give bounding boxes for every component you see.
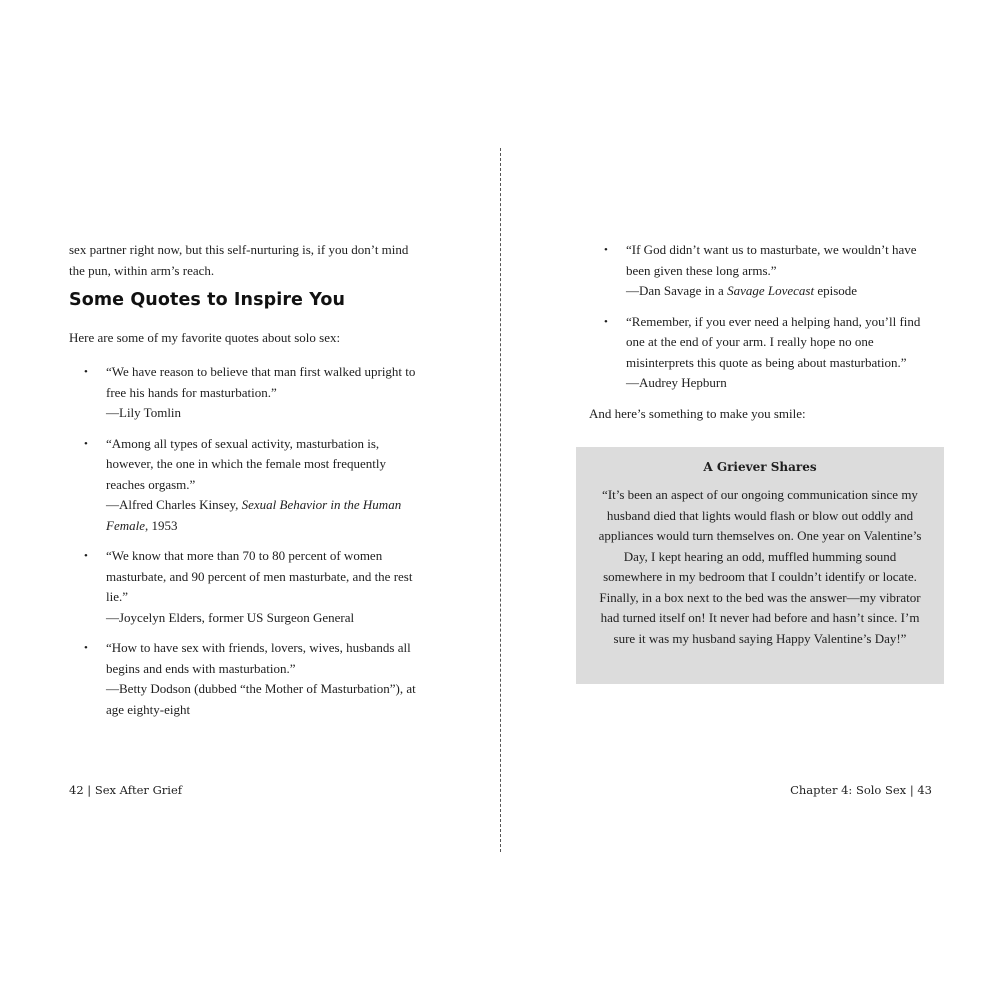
quote-attribution: —Audrey Hepburn — [626, 375, 727, 390]
bullet-icon: • — [84, 437, 88, 450]
bullet-icon: • — [84, 550, 88, 562]
attribution-author: —Alfred Charles Kinsey, — [106, 497, 242, 512]
box-title: A Griever Shares — [703, 460, 817, 474]
intro-paragraph: Here are some of my favorite quotes about solo sex: — [69, 330, 341, 345]
quote-text: “How to have sex with friends, lovers, wives, husbands all begins and ends with masturbation.” — [106, 640, 411, 676]
quote-item — [84, 434, 416, 537]
page-footer-left: 42 | Sex After Grief — [69, 783, 183, 797]
bullet-icon: • — [604, 315, 608, 328]
quote-item — [84, 638, 416, 720]
quote-list-left — [84, 362, 416, 730]
quote-text: “If God didn’t want us to masturbate, we wouldn’t have been given these long arms.” — [626, 242, 917, 278]
continuation-paragraph: sex partner right now, but this self-nurturing is, if you don’t mind the pun, within arm’s reach. — [69, 242, 409, 278]
quote-item — [84, 546, 416, 628]
quote-item — [604, 312, 942, 394]
page-footer-right: Chapter 4: Solo Sex | 43 — [790, 783, 932, 797]
bullet-icon: • — [84, 366, 88, 378]
quote-attribution: —Joycelyn Elders, former US Surgeon General — [106, 609, 355, 625]
attribution-suffix: episode — [814, 283, 858, 298]
quote-attribution: —Lily Tomlin — [106, 405, 182, 420]
attribution-year: , 1953 — [144, 517, 178, 533]
quote-attribution — [106, 495, 416, 536]
bullet-icon: • — [84, 642, 88, 654]
box-body: “It’s been an aspect of our ongoing communication since my husband died that lights would flash or blow out oddly and appliances would turn themselves on. One year on Valentine’s Day, I kept hearing an odd, muffled humming sound somewhere in my bedroom that I couldn’t identify or locate. Finally, in a box next to the bed was the answer—my vibrator had turned itself on! It never had before and hasn’t since. I’m sure it was my husband saying Happy Valentine’s Day!” — [598, 487, 922, 646]
bullet-icon: • — [604, 244, 608, 256]
section-heading: Some Quotes to Inspire You — [69, 290, 346, 310]
attribution-author: —Dan Savage in a — [626, 283, 728, 298]
quote-text: “Among all types of sexual activity, masturbation is, however, the one in which the female most frequently reaches orgasm.” — [106, 435, 386, 492]
podcast-title: Savage Lovecast — [727, 283, 815, 298]
quote-text: “We know that more than 70 to 80 percent of women masturbate, and 90 percent of men masturbate, and the rest lie.” — [106, 548, 413, 604]
quote-item — [84, 362, 416, 424]
quote-text: “We have reason to believe that man first walked upright to free his hands for masturbation.” — [106, 364, 416, 400]
book-title: Sexual Behavior in the Human Female — [106, 497, 402, 533]
quote-item — [604, 240, 942, 302]
quote-attribution — [626, 281, 942, 302]
quote-attribution: —Betty Dodson (dubbed “the Mother of Masturbation”), at age eighty-eight — [106, 681, 416, 717]
transition-paragraph: And here’s something to make you smile: — [589, 406, 806, 421]
quote-list-right — [604, 240, 942, 404]
quote-text: “Remember, if you ever need a helping hand, you’ll find one at the end of your arm. I really hope no one misinterprets this quote as being about masturbation.” — [626, 313, 921, 370]
griever-shares-box — [576, 447, 944, 684]
